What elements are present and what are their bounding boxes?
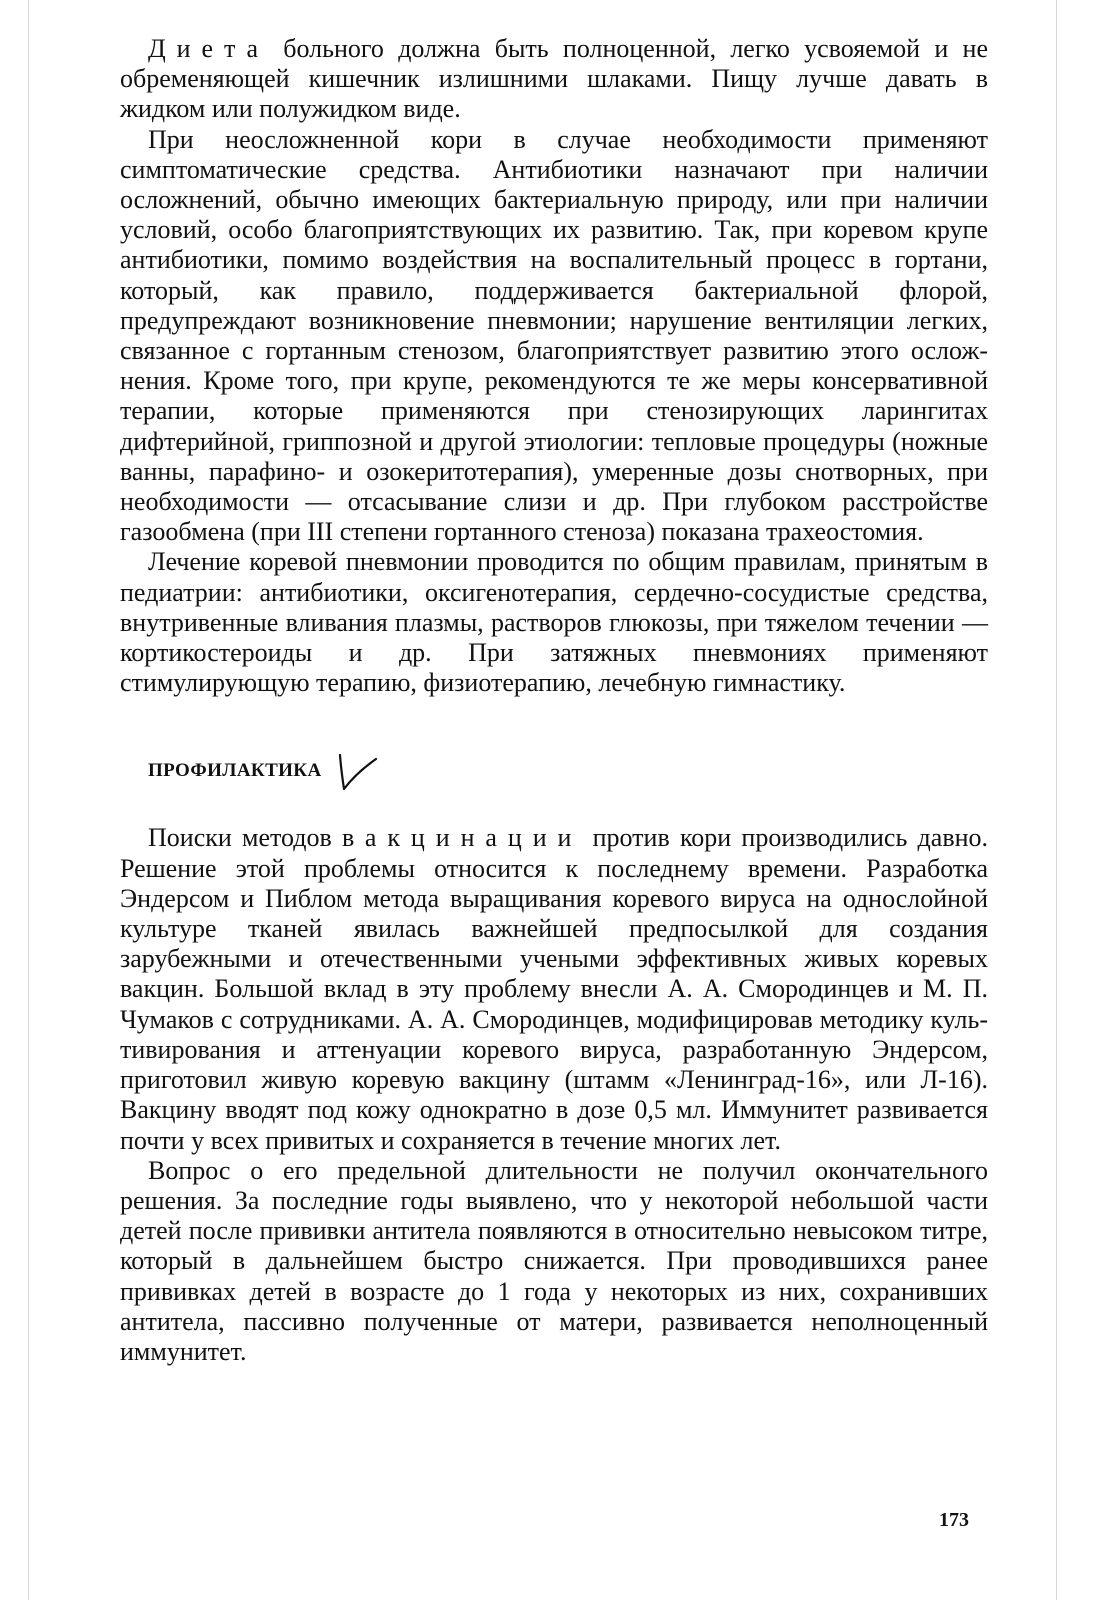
paragraph	[120, 547, 988, 698]
spaced-emphasis-text: Диета	[148, 34, 270, 63]
paragraph-text: Вопрос о его предельной длительности не получил окончательного решения. За последние годы выявлено, что у некоторой небольшой части детей после прививки антитела появляются в относительно невысоком титре, который в дальнейшем быстро снижается. При проводившихся ранее прививках детей в возрасте до 1 года у некоторых из них, сохранивших антитела, пассивно полученные от матери, развивается неполноценный иммунитет.	[120, 1155, 988, 1366]
handwritten-check-icon	[336, 749, 384, 793]
section-heading: ПРОФИЛАКТИКА	[148, 760, 322, 782]
paragraph	[120, 125, 988, 548]
page-edge-left	[28, 0, 29, 1600]
page-edge-right	[1056, 0, 1057, 1600]
paragraph	[120, 1156, 988, 1367]
paragraph-text: Поиски методов	[148, 823, 343, 853]
page-number: 173	[939, 1509, 969, 1531]
paragraph-text: Лечение коревой пневмонии проводится по общим правилам, принятым в педиатрии: антибиотики, оксигенотерапия, сердечно-сосудистые средства, внутривенные вливания плазмы, растворов глюкозы, при тяжелом течении — кортикостероиды и др. При затяжных пневмониях применяют стимулирующую терапию, физиотерапию, лечебную гимнастику.	[120, 547, 988, 698]
section-heading-row	[148, 749, 988, 793]
paragraph	[120, 34, 988, 125]
paragraphs-before	[120, 34, 988, 698]
paragraphs-after	[120, 823, 988, 1367]
text-column	[120, 34, 988, 1367]
paragraph-text: против кори производились давно. Решение этой проблемы относится к последнему времени. Разработка Эндерсом и Пиблом метода выращивания коревого вируса на однослойной культуре тканей явилась важнейшей предпосылкой для создания зарубежными и отечественными учеными эффективных живых коревых вакцин. Большой вклад в эту проблему внесли А. А. Смородинцев и М. П. Чумаков с сотрудниками. А. А. Смородинцев, модифицировав методику культивирования и аттенуации коревого вируса, разработанную Эндерсом, приготовил живую коревую вакцину (штамм «Ленинград-16», или Л-16). Вакцину вводят под кожу однократно в дозе 0,5 мл. Иммунитет развивается почти у всех привитых и сохраняется в течение многих лет.	[120, 823, 989, 1155]
paragraph-text: При неосложненной кори в случае необходимости применяют симптоматические средства. Антибиотики назначают при наличии осложнений, обычно имеющих бактериальную природу, или при наличии условий, особо благоприятствующих их развитию. Так, при коревом крупе антибиотики, помимо воздействия на воспалительный процесс в гортани, который, как правило, поддерживается бактериальной флорой, предупреждают возникновение пневмонии; нарушение вентиляции легких, связанное с гортанным стенозом, благоприятствует развитию этого осложнения. Кроме того, при крупе, рекомендуются те же меры консервативной терапии, которые применяются при стенозирующих ларингитах дифтерийной, гриппозной и другой этиологии: тепловые процедуры (ножные ванны, парафино- и озокеритотерапия), умеренные дозы снотворных, при необходимости — отсасывание слизи и др. При глубоком расстройстве газообмена (при III степени гортанного стеноза) показана трахеостомия.	[120, 124, 988, 547]
paragraph	[120, 823, 988, 1155]
paragraph-text: больного должна быть полноценной, легко усвояемой и не обременяющей кишечник излишними шлаками. Пищу лучше давать в жидком или полужидком виде.	[120, 34, 988, 124]
spaced-emphasis-text: вакцинации	[342, 823, 583, 853]
